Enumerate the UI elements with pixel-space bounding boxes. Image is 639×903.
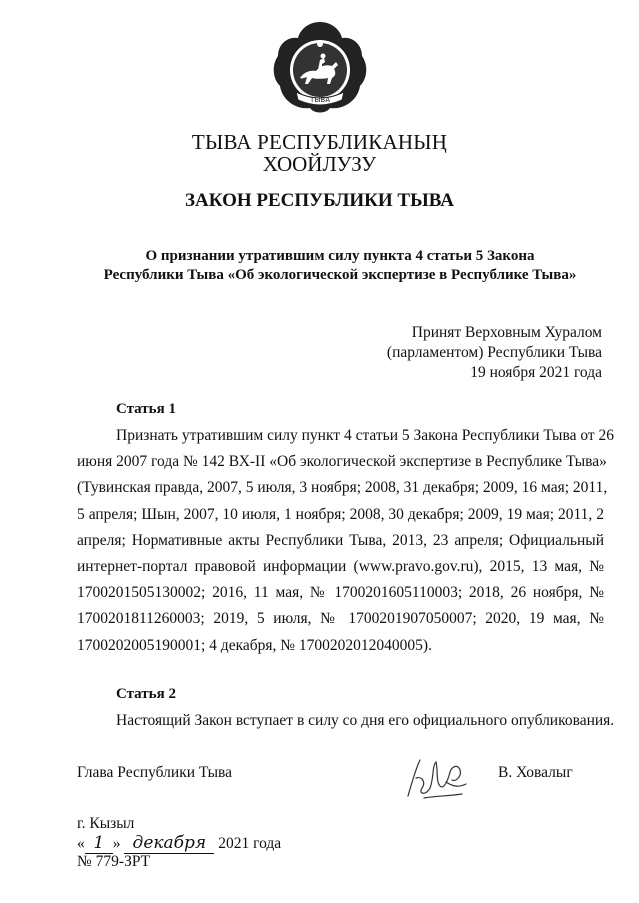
adoption-line-1: Принят Верховным Хуралом <box>411 324 602 341</box>
law-title: ЗАКОН РЕСПУБЛИКИ ТЫВА <box>185 190 454 211</box>
article-1-line: 1700201811260003; 2019, 5 июля, № 1700201907050007; 2020, 19 мая, № <box>77 610 604 628</box>
article-1-line: 1700202005190001; 4 декабря, № 1700202012040005). <box>77 636 432 654</box>
quote-close: » <box>112 835 121 852</box>
article-1-line: (Тувинская правда, 2007, 5 июля, 3 ноября; 2008, 31 декабря; 2009, 16 мая; 2011, <box>77 479 608 497</box>
article-1-line: апреля; Нормативные акты Республики Тыва, 2013, 23 апреля; Официальный <box>77 531 604 549</box>
article-1-line: июня 2007 года № 142 ВХ-II «Об экологической экспертизе в Республике Тыва» <box>77 453 607 471</box>
article-1-line: интернет-портал правовой информации (www.pravo.gov.ru), 2015, 13 мая, № <box>77 558 604 576</box>
header-line-2: ХООЙЛУЗУ <box>262 152 377 176</box>
signing-day: 1 <box>85 833 113 854</box>
adoption-date: 19 ноября 2021 года <box>470 364 602 381</box>
adoption-line-2: (парламентом) Республики Тыва <box>386 344 602 361</box>
article-1-body <box>77 423 615 659</box>
adoption-note <box>387 323 602 383</box>
signatory-position: Глава Республики Тыва <box>77 764 233 781</box>
article-1-line: Признать утратившим силу пункт 4 статьи 5 Закона Республики Тыва от 26 <box>116 427 615 444</box>
article-2-body: Настоящий Закон вступает в силу со дня его официального опубликования. <box>116 712 615 729</box>
article-1-line: 5 апреля; Шын, 2007, 10 июля, 1 ноября; 2008, 30 декабря; 2009, 19 мая; 2011, 2 <box>77 505 604 523</box>
header-line-1: ТЫВА РЕСПУБЛИКАНЫҢ <box>191 130 448 154</box>
city: г. Кызыл <box>77 815 135 832</box>
article-1-heading: Статья 1 <box>116 401 176 417</box>
article-2-heading: Статья 2 <box>116 686 176 702</box>
subject-line-2: Республики Тыва «Об экологической экспертизе в Республике Тыва» <box>103 267 577 283</box>
registration-number: № 779-ЗРТ <box>77 853 151 870</box>
subject-line-1: О признании утратившим силу пункта 4 статьи 5 Закона <box>145 248 535 264</box>
article-1-line: 1700201505130002; 2016, 11 мая, № 1700201605110003; 2018, 26 ноября, № <box>77 584 604 602</box>
signing-month: декабря <box>124 833 214 854</box>
signing-date <box>77 833 281 854</box>
signing-year: 2021 года <box>218 835 282 852</box>
quote-open: « <box>77 835 85 852</box>
handwritten-signature <box>402 752 472 806</box>
law-subject <box>60 247 620 285</box>
signatory-name: В. Ховалыг <box>498 764 573 781</box>
tyva-emblem <box>270 18 370 118</box>
emblem-inscription: ТЫВА <box>309 96 331 104</box>
